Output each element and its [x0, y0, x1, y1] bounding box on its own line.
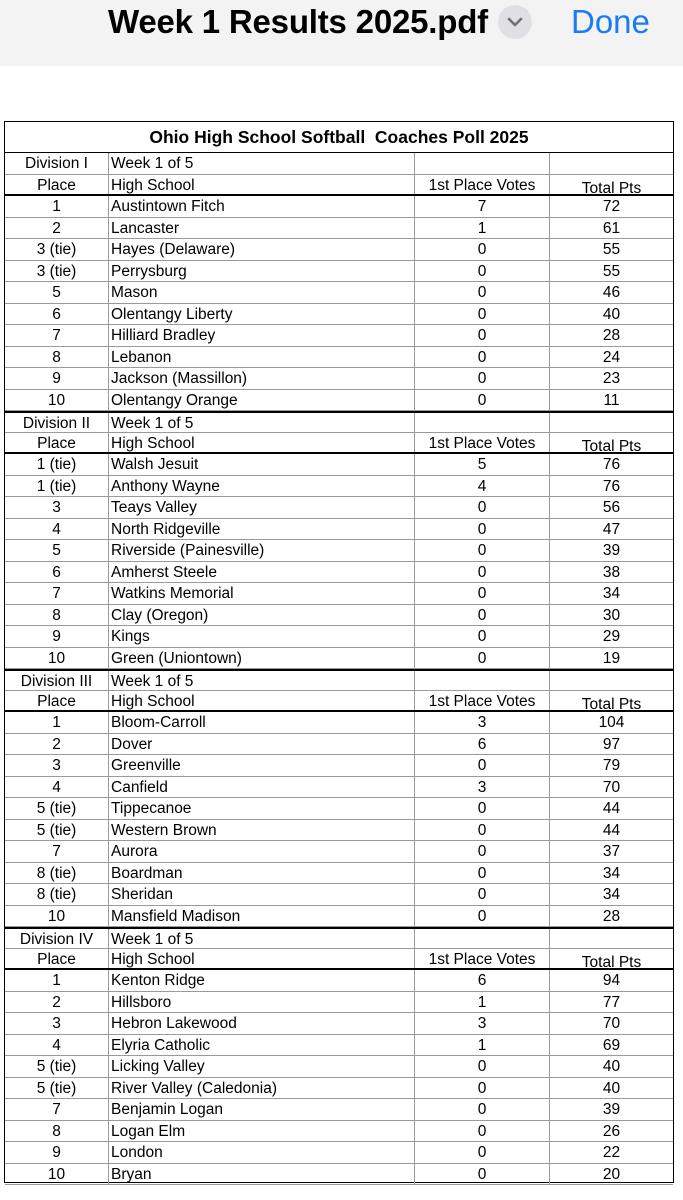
school-cell: Mason [109, 282, 415, 303]
table-row [5, 1013, 673, 1035]
place-cell: 2 [5, 218, 109, 239]
division-header-row [5, 927, 673, 949]
votes-cell: 0 [415, 347, 550, 368]
school-cell: Mansfield Madison [109, 906, 415, 927]
votes-cell: 4 [415, 476, 550, 497]
school-cell: Licking Valley [109, 1056, 415, 1077]
total-pts-cell: 26 [602, 1122, 621, 1140]
division-header-row [5, 411, 673, 433]
table-row [5, 476, 673, 498]
votes-cell: 0 [415, 239, 550, 260]
table-row [5, 325, 673, 347]
school-cell: Hillsboro [109, 992, 415, 1013]
total-pts-cell: 34 [602, 585, 621, 602]
total-pts-cell: 47 [602, 520, 621, 538]
total-pts-cell: 104 [598, 714, 625, 731]
place-cell: 7 [5, 841, 109, 862]
school-cell: Green (Uniontown) [109, 648, 415, 669]
school-cell: Western Brown [109, 820, 415, 841]
total-pts-cell: 39 [602, 1101, 621, 1118]
week-label: Week 1 of 5 [109, 153, 415, 174]
table-row [5, 196, 673, 218]
place-cell: 4 [5, 519, 109, 540]
division-name: Division II [5, 413, 109, 432]
table-row [5, 992, 673, 1014]
table-row [5, 519, 673, 541]
place-cell: 3 (tie) [5, 261, 109, 282]
votes-cell: 0 [415, 519, 550, 540]
total-pts-cell: 40 [602, 1058, 621, 1075]
school-cell: Riverside (Painesville) [109, 540, 415, 561]
school-cell: London [109, 1142, 415, 1163]
school-cell: Hilliard Bradley [109, 325, 415, 346]
place-cell: 2 [5, 734, 109, 755]
division-name: Division I [5, 153, 109, 174]
votes-cell: 0 [415, 583, 550, 604]
votes-cell: 0 [415, 1164, 550, 1185]
document-title[interactable]: Week 1 Results 2025.pdf [108, 3, 488, 40]
total-pts-cell: 70 [602, 778, 621, 796]
total-pts-cell: 28 [602, 907, 621, 925]
place-cell: 4 [5, 777, 109, 798]
school-cell: Lebanon [109, 347, 415, 368]
school-header: High School [109, 433, 415, 453]
total-pts-header: Total Pts [581, 437, 642, 452]
place-header: Place [5, 175, 109, 195]
table-row [5, 218, 673, 240]
table-row [5, 497, 673, 519]
votes-cell: 0 [415, 304, 550, 325]
table-row [5, 863, 673, 885]
table-row [5, 239, 673, 261]
votes-header: 1st Place Votes [415, 691, 550, 711]
empty-cell [415, 929, 550, 948]
votes-cell: 3 [415, 1013, 550, 1034]
place-cell: 8 (tie) [5, 863, 109, 884]
table-row [5, 906, 673, 928]
votes-cell: 0 [415, 626, 550, 647]
place-cell: 7 [5, 325, 109, 346]
place-cell: 5 (tie) [5, 820, 109, 841]
school-header: High School [109, 175, 415, 195]
votes-header: 1st Place Votes [415, 175, 550, 195]
column-header-row [5, 175, 673, 197]
place-header: Place [5, 433, 109, 453]
total-pts-cell: 61 [602, 219, 621, 237]
votes-cell: 0 [415, 863, 550, 884]
place-cell: 1 (tie) [5, 476, 109, 497]
table-row [5, 583, 673, 605]
table-row [5, 712, 673, 734]
place-cell: 5 (tie) [5, 1078, 109, 1099]
table-row [5, 304, 673, 326]
table-row [5, 368, 673, 390]
school-cell: Walsh Jesuit [109, 454, 415, 475]
place-cell: 7 [5, 1099, 109, 1120]
school-cell: Dover [109, 734, 415, 755]
school-cell: River Valley (Caledonia) [109, 1078, 415, 1099]
table-row [5, 1164, 673, 1186]
votes-cell: 0 [415, 648, 550, 669]
school-cell: Austintown Fitch [109, 196, 415, 217]
votes-cell: 0 [415, 755, 550, 776]
total-pts-cell: 19 [602, 649, 621, 667]
total-pts-cell: 34 [602, 864, 621, 882]
table-row [5, 777, 673, 799]
table-row [5, 261, 673, 283]
division-name: Division IV [5, 929, 109, 948]
table-row [5, 1099, 673, 1121]
school-cell: Olentangy Liberty [109, 304, 415, 325]
votes-cell: 0 [415, 1142, 550, 1163]
total-pts-cell: 24 [602, 348, 621, 366]
empty-cell [415, 153, 550, 174]
place-header: Place [5, 949, 109, 969]
votes-cell: 0 [415, 884, 550, 905]
place-cell: 9 [5, 626, 109, 647]
chevron-down-icon [507, 16, 523, 28]
table-row [5, 626, 673, 648]
votes-cell: 7 [415, 196, 550, 217]
division-header-row [5, 669, 673, 691]
total-pts-cell: 23 [602, 370, 621, 387]
table-row [5, 841, 673, 863]
school-cell: Jackson (Massillon) [109, 368, 415, 389]
total-pts-cell: 69 [602, 1036, 621, 1054]
total-pts-cell: 40 [602, 305, 621, 323]
week-label: Week 1 of 5 [109, 413, 415, 432]
votes-cell: 0 [415, 540, 550, 561]
place-cell: 10 [5, 648, 109, 669]
division-block [5, 411, 673, 669]
total-pts-cell: 44 [602, 800, 621, 817]
total-pts-cell: 70 [602, 1015, 621, 1032]
place-cell: 8 [5, 605, 109, 626]
votes-cell: 0 [415, 368, 550, 389]
place-cell: 8 [5, 1121, 109, 1142]
total-pts-cell: 46 [602, 284, 621, 301]
place-cell: 5 [5, 540, 109, 561]
division-name: Division III [5, 671, 109, 690]
school-cell: Elyria Catholic [109, 1035, 415, 1056]
division-header-row [5, 153, 673, 175]
school-cell: Aurora [109, 841, 415, 862]
votes-cell: 0 [415, 820, 550, 841]
total-pts-cell: 34 [602, 886, 621, 903]
total-pts-cell: 55 [602, 241, 621, 258]
total-pts-cell: 38 [602, 563, 621, 581]
place-cell: 8 (tie) [5, 884, 109, 905]
school-cell: North Ridgeville [109, 519, 415, 540]
coaches-poll-table [4, 121, 674, 1183]
table-row [5, 1056, 673, 1078]
votes-cell: 1 [415, 218, 550, 239]
place-cell: 3 (tie) [5, 239, 109, 260]
votes-header: 1st Place Votes [415, 949, 550, 969]
column-header-row [5, 433, 673, 455]
total-pts-cell: 76 [602, 477, 621, 495]
place-cell: 6 [5, 304, 109, 325]
table-row [5, 454, 673, 476]
school-cell: Canfield [109, 777, 415, 798]
votes-cell: 1 [415, 992, 550, 1013]
table-row [5, 540, 673, 562]
table-row [5, 970, 673, 992]
pdf-page[interactable] [0, 66, 683, 1200]
table-row [5, 1142, 673, 1164]
pdf-viewer-toolbar [0, 0, 683, 67]
school-cell: Clay (Oregon) [109, 605, 415, 626]
votes-cell: 0 [415, 562, 550, 583]
place-cell: 1 [5, 196, 109, 217]
votes-cell: 5 [415, 454, 550, 475]
total-pts-cell: 72 [602, 198, 621, 215]
total-pts-cell: 44 [602, 821, 621, 839]
total-pts-cell: 56 [602, 499, 621, 516]
place-cell: 10 [5, 906, 109, 927]
school-cell: Amherst Steele [109, 562, 415, 583]
column-header-row [5, 691, 673, 713]
place-cell: 5 (tie) [5, 1056, 109, 1077]
school-cell: Boardman [109, 863, 415, 884]
total-pts-cell: 77 [602, 993, 621, 1011]
total-pts-cell: 30 [602, 606, 621, 624]
place-cell: 1 [5, 712, 109, 733]
school-header: High School [109, 949, 415, 969]
place-cell: 7 [5, 583, 109, 604]
title-menu-button[interactable] [498, 5, 532, 39]
table-row [5, 798, 673, 820]
empty-cell [550, 413, 673, 432]
table-row [5, 562, 673, 584]
school-cell: Lancaster [109, 218, 415, 239]
table-row [5, 884, 673, 906]
votes-cell: 0 [415, 282, 550, 303]
poll-title: Ohio High School Softball Coaches Poll 2025 [5, 122, 673, 153]
place-cell: 3 [5, 755, 109, 776]
total-pts-cell: 11 [603, 391, 620, 409]
place-cell: 5 [5, 282, 109, 303]
total-pts-cell: 94 [602, 972, 621, 989]
empty-cell [550, 929, 673, 948]
place-cell: 10 [5, 1164, 109, 1185]
school-cell: Benjamin Logan [109, 1099, 415, 1120]
school-cell: Anthony Wayne [109, 476, 415, 497]
empty-cell [550, 671, 673, 690]
place-cell: 4 [5, 1035, 109, 1056]
total-pts-header: Total Pts [581, 695, 642, 710]
votes-cell: 0 [415, 390, 550, 411]
table-row [5, 1035, 673, 1057]
votes-cell: 3 [415, 712, 550, 733]
table-row [5, 734, 673, 756]
place-cell: 6 [5, 562, 109, 583]
place-cell: 2 [5, 992, 109, 1013]
table-row [5, 282, 673, 304]
total-pts-cell: 97 [602, 735, 621, 753]
table-row [5, 347, 673, 369]
table-row [5, 1078, 673, 1100]
place-cell: 8 [5, 347, 109, 368]
votes-cell: 6 [415, 970, 550, 991]
table-row [5, 1121, 673, 1143]
place-cell: 3 [5, 1013, 109, 1034]
place-cell: 3 [5, 497, 109, 518]
division-block [5, 927, 673, 1185]
week-label: Week 1 of 5 [109, 671, 415, 690]
place-cell: 9 [5, 368, 109, 389]
votes-cell: 0 [415, 798, 550, 819]
total-pts-cell: 20 [602, 1165, 621, 1183]
place-cell: 10 [5, 390, 109, 411]
school-cell: Kenton Ridge [109, 970, 415, 991]
school-cell: Greenville [109, 755, 415, 776]
votes-cell: 0 [415, 497, 550, 518]
school-header: High School [109, 691, 415, 711]
division-block [5, 153, 673, 411]
table-row [5, 605, 673, 627]
votes-cell: 0 [415, 1078, 550, 1099]
total-pts-cell: 29 [602, 628, 621, 645]
school-cell: Bloom-Carroll [109, 712, 415, 733]
table-row [5, 648, 673, 670]
division-block [5, 669, 673, 927]
votes-cell: 1 [415, 1035, 550, 1056]
total-pts-header: Total Pts [581, 179, 642, 194]
total-pts-cell: 40 [602, 1079, 621, 1097]
total-pts-cell: 28 [602, 327, 621, 344]
place-header: Place [5, 691, 109, 711]
school-cell: Tippecanoe [109, 798, 415, 819]
votes-cell: 0 [415, 325, 550, 346]
votes-cell: 0 [415, 1056, 550, 1077]
place-cell: 1 [5, 970, 109, 991]
total-pts-cell: 55 [602, 262, 621, 280]
column-header-row [5, 949, 673, 971]
school-cell: Bryan [109, 1164, 415, 1185]
table-row [5, 390, 673, 412]
votes-cell: 3 [415, 777, 550, 798]
votes-header: 1st Place Votes [415, 433, 550, 453]
votes-cell: 0 [415, 1099, 550, 1120]
votes-cell: 0 [415, 906, 550, 927]
empty-cell [415, 413, 550, 432]
school-cell: Hayes (Delaware) [109, 239, 415, 260]
votes-cell: 0 [415, 1121, 550, 1142]
place-cell: 5 (tie) [5, 798, 109, 819]
empty-cell [550, 153, 673, 174]
school-cell: Watkins Memorial [109, 583, 415, 604]
total-pts-cell: 79 [602, 757, 621, 774]
school-cell: Perrysburg [109, 261, 415, 282]
total-pts-cell: 37 [602, 843, 621, 860]
place-cell: 1 (tie) [5, 454, 109, 475]
school-cell: Kings [109, 626, 415, 647]
total-pts-cell: 76 [602, 456, 621, 473]
total-pts-cell: 22 [602, 1144, 621, 1161]
table-row [5, 820, 673, 842]
school-cell: Hebron Lakewood [109, 1013, 415, 1034]
empty-cell [415, 671, 550, 690]
total-pts-cell: 39 [602, 542, 621, 559]
week-label: Week 1 of 5 [109, 929, 415, 948]
school-cell: Logan Elm [109, 1121, 415, 1142]
table-row [5, 755, 673, 777]
place-cell: 9 [5, 1142, 109, 1163]
school-cell: Teays Valley [109, 497, 415, 518]
school-cell: Sheridan [109, 884, 415, 905]
votes-cell: 0 [415, 605, 550, 626]
school-cell: Olentangy Orange [109, 390, 415, 411]
votes-cell: 0 [415, 261, 550, 282]
votes-cell: 0 [415, 841, 550, 862]
done-button[interactable]: Done [571, 3, 650, 40]
total-pts-header: Total Pts [581, 953, 642, 968]
votes-cell: 6 [415, 734, 550, 755]
